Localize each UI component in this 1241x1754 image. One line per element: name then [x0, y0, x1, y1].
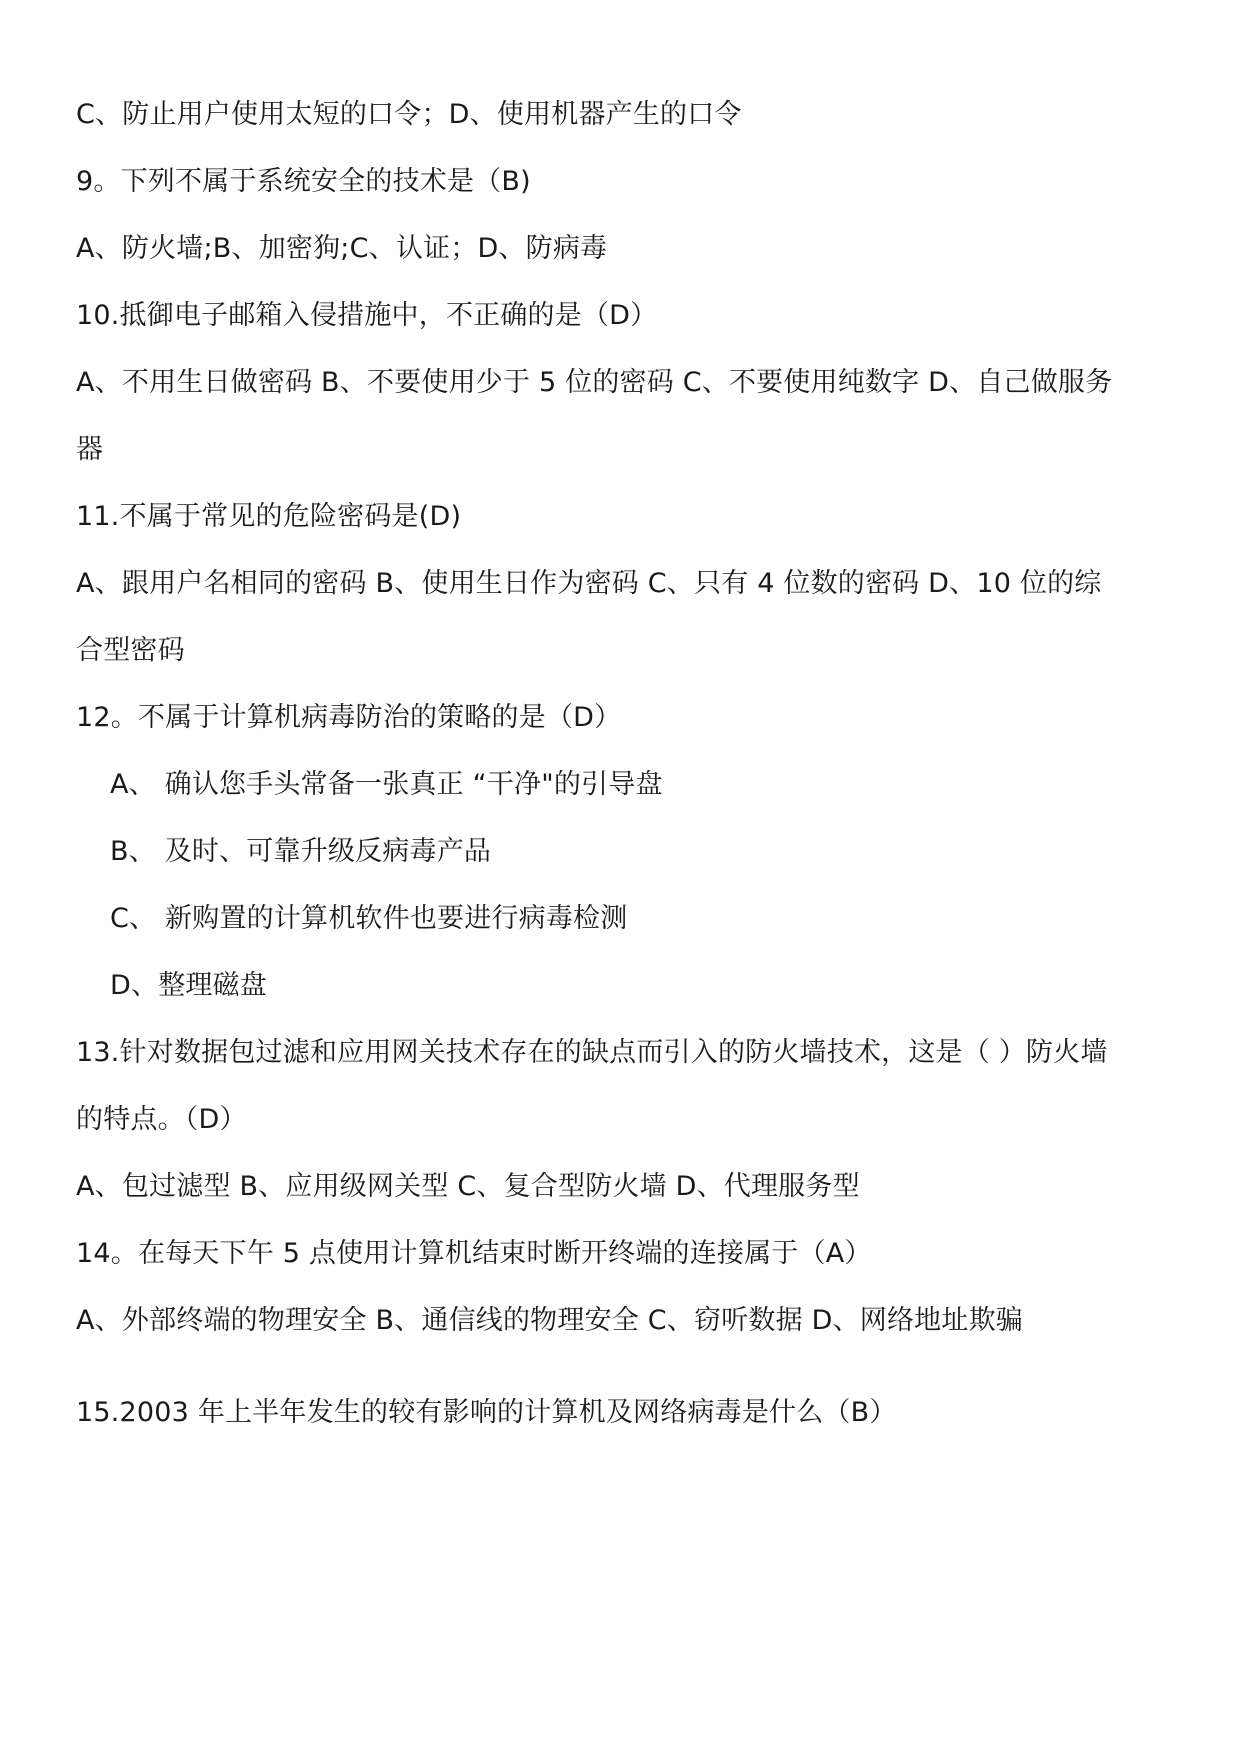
q10-question: 10.抵御电子邮箱入侵措施中，不正确的是（D） — [76, 300, 658, 331]
q15-question: 15.2003 年上半年发生的较有影响的计算机及网络病毒是什么（B） — [76, 1397, 897, 1428]
q11-options-cont: 合型密码 — [76, 635, 185, 666]
q12-option-b: B、 及时、可靠升级反病毒产品 — [110, 836, 492, 867]
q12-option-d: D、整理磁盘 — [110, 970, 267, 1001]
q9-question: 9。下列不属于系统安全的技术是（B) — [76, 166, 531, 197]
q13-options: A、包过滤型 B、应用级网关型 C、复合型防火墙 D、代理服务型 — [76, 1171, 860, 1202]
q10-options: A、不用生日做密码 B、不要使用少于 5 位的密码 C、不要使用纯数字 D、自己做服务 — [76, 367, 1113, 398]
q8-options-cd: C、防止用户使用太短的口令；D、使用机器产生的口令 — [76, 99, 742, 130]
q11-options: A、跟用户名相同的密码 B、使用生日作为密码 C、只有 4 位数的密码 D、10 位的综 — [76, 568, 1102, 599]
q13-question-cont: 的特点。（D） — [76, 1104, 247, 1135]
q13-question: 13.针对数据包过滤和应用网关技术存在的缺点而引入的防火墙技术，这是（ ）防火墙 — [76, 1037, 1108, 1068]
q10-options-cont: 器 — [76, 434, 104, 465]
q14-options: A、外部终端的物理安全 B、通信线的物理安全 C、窃听数据 D、网络地址欺骗 — [76, 1305, 1023, 1336]
q9-options: A、防火墙;B、加密狗;C、认证；D、防病毒 — [76, 233, 608, 264]
q12-option-c: C、 新购置的计算机软件也要进行病毒检测 — [110, 903, 628, 934]
q12-option-a: A、 确认您手头常备一张真正 “干净"的引导盘 — [110, 769, 663, 800]
q12-question: 12。不属于计算机病毒防治的策略的是（D） — [76, 702, 622, 733]
q11-question: 11.不属于常见的危险密码是(D) — [76, 501, 462, 532]
q14-question: 14。在每天下午 5 点使用计算机结束时断开终端的连接属于（A） — [76, 1238, 872, 1269]
